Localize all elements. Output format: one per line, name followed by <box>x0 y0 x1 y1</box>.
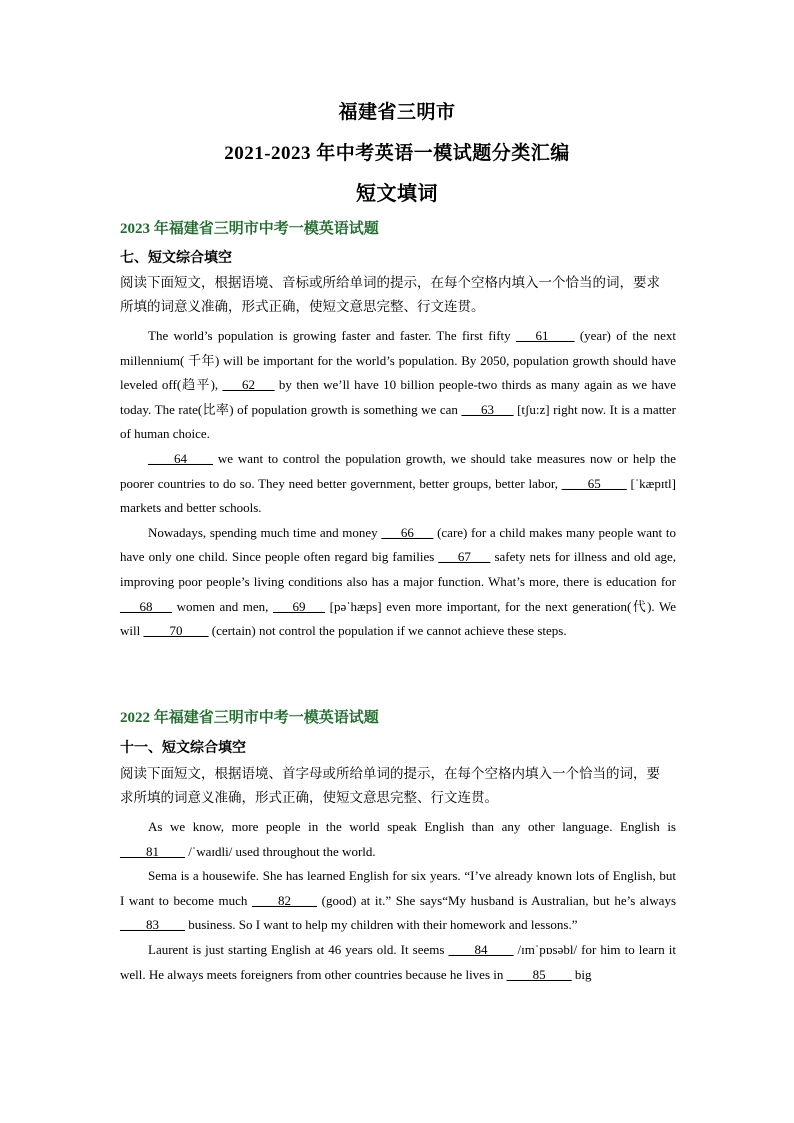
answer-blank[interactable]: ___68___ <box>120 598 172 614</box>
passage-text: business. So I want to help my children with their homework and lessons.” <box>185 917 578 933</box>
passage-text: Laurent is just starting English at 46 years old. It seems <box>148 941 449 957</box>
passage-paragraph <box>120 447 676 521</box>
answer-blank[interactable]: ____64____ <box>148 450 213 466</box>
instruction-line: 所填的词意义准确，形式正确，使短文意思完整、行文连贯。 <box>120 299 485 314</box>
answer-blank[interactable]: ____81____ <box>120 843 185 859</box>
passage-paragraph <box>120 815 676 864</box>
answer-blank[interactable]: ____85____ <box>506 966 572 982</box>
section-2022-heading: 2022 年福建省三明市中考一模英语试题 <box>120 710 379 726</box>
section-2022-instructions <box>120 762 676 810</box>
passage-paragraph <box>120 938 676 987</box>
answer-blank[interactable]: ___69___ <box>273 598 326 614</box>
answer-blank[interactable]: ____82____ <box>252 892 318 908</box>
instruction-line: 阅读下面短文，根据语境、首字母或所给单词的提示，在每个空格内填入一个恰当的词，要 <box>120 766 660 781</box>
passage-text: /ˈwaɪdli/ used throughout the world. <box>185 843 376 859</box>
passage-text: As we know, more people in the world speak English than any other language. English is <box>148 819 676 834</box>
passage-text: [ˈkæpɪtl] markets and better schools. <box>120 475 676 516</box>
passage-text: safety nets for illness and old age, improving poor people’s living conditions also has a major function. What’s more, there is education for <box>120 549 676 589</box>
section-2023-heading: 2023 年福建省三明市中考一模英语试题 <box>120 221 379 237</box>
answer-blank[interactable]: ____83____ <box>120 917 185 933</box>
doc-title-region: 福建省三明市 <box>338 102 456 123</box>
section-2022-passage <box>120 815 676 987</box>
passage-paragraph <box>120 864 676 938</box>
answer-blank[interactable]: ____70____ <box>143 623 209 639</box>
instruction-line: 阅读下面短文，根据语境、音标或所给单词的提示，在每个空格内填入一个恰当的词，要求 <box>120 275 660 290</box>
passage-paragraph <box>120 324 676 447</box>
passage-text: The world’s population is growing faster and faster. The first fifty <box>148 328 516 343</box>
passage-text: Sema is a housewife. She has learned English for six years. “I’ve already known lots of English, but I want to become much <box>120 868 676 908</box>
doc-title-topic: 短文填词 <box>356 183 438 205</box>
instruction-line: 求所填的词意义准确，形式正确，使短文意思完整、行文连贯。 <box>120 790 498 805</box>
answer-blank[interactable]: ___63___ <box>461 401 514 417</box>
answer-blank[interactable]: ___67___ <box>438 549 491 565</box>
section-2023-passage <box>120 324 676 644</box>
passage-text: [pəˈhæps] even more important, for the next generation(代). We will <box>120 598 676 639</box>
passage-text: /ɪmˈpɒsəbl/ for him to learn it well. He always meets foreigners from other countries because he lives in <box>120 941 676 982</box>
answer-blank[interactable]: ____84____ <box>448 941 514 957</box>
passage-text: we want to control the population growth, we should take measures now or help the poorer countries to do so. They need better government, better groups, better labor, <box>120 450 676 491</box>
passage-text: (certain) not control the population if we cannot achieve these steps. <box>208 623 567 639</box>
answer-blank[interactable]: ____65____ <box>561 475 627 491</box>
passage-text: Nowadays, spending much time and money <box>148 524 382 540</box>
answer-blank[interactable]: ___66___ <box>381 524 434 540</box>
passage-text: (year) of the next millennium( 千年) will be important for the world’s population. By 2050, population growth should have leveled off(趋平), <box>120 328 676 393</box>
section-2022-subheading: 十一、短文综合填空 <box>120 741 246 756</box>
answer-blank[interactable]: ___62___ <box>222 377 275 393</box>
passage-text: by then we’ll have 10 billion people-two thirds as many again as we have today. The rate(比率) of population growth is something we can <box>120 377 676 417</box>
passage-text: (good) at it.” She says“My husband is Australian, but he’s always <box>317 892 676 908</box>
doc-title-main: 2021-2023 年中考英语一模试题分类汇编 <box>224 143 570 164</box>
section-2023-instructions <box>120 271 676 319</box>
passage-text: big <box>571 966 592 982</box>
section-2023-subheading: 七、短文综合填空 <box>120 251 232 266</box>
answer-blank[interactable]: ___61____ <box>515 328 575 343</box>
passage-text: (care) for a child makes many people want to have only one child. Since people often regard big families <box>120 524 676 565</box>
passage-text: [tʃu:z] right now. It is a matter of human choice. <box>120 401 676 442</box>
passage-paragraph <box>120 521 676 644</box>
passage-text: women and men, <box>172 598 274 614</box>
